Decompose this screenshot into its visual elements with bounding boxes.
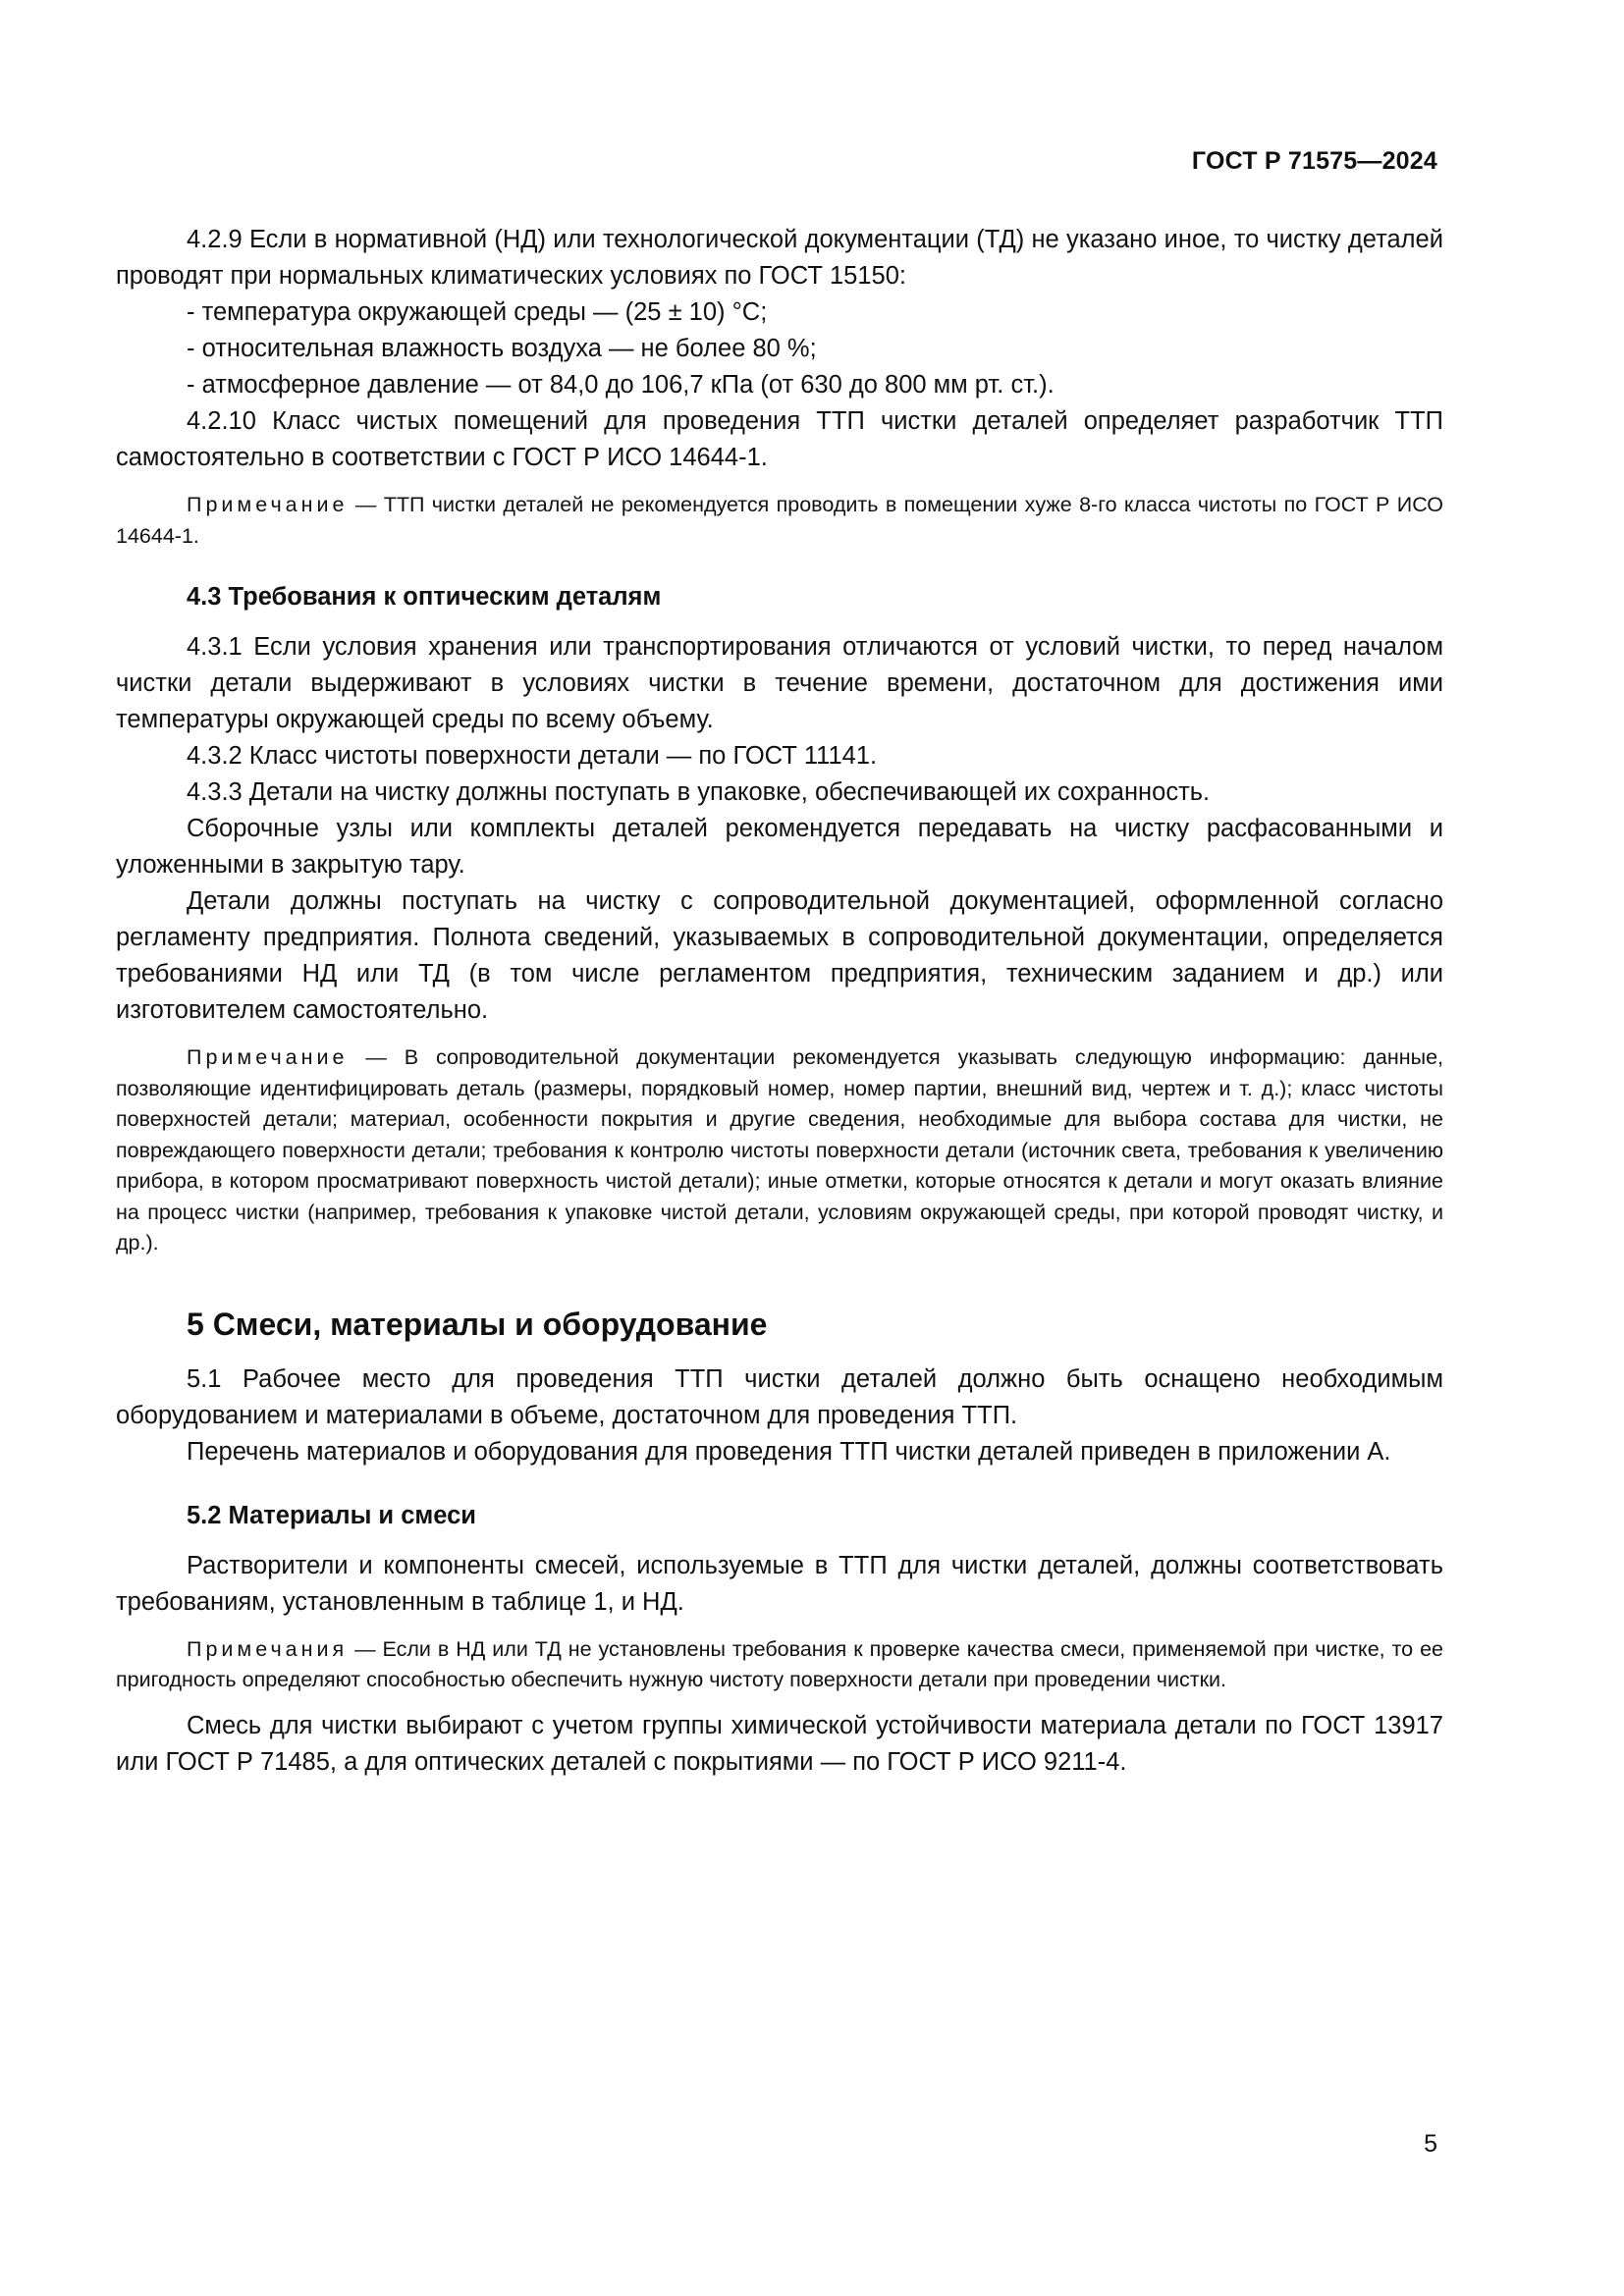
paragraph-5-2: Растворители и компоненты смесей, используемые в ТТП для чистки деталей, должны соответствовать требованиям, установленным в таблице 1, и НД. [116,1551,1443,1616]
note-text: — ТТП чистки деталей не рекомендуется проводить в помещении хуже 8-го класса чистоты по ГОСТ Р ИСО 14644-1. [116,493,1443,548]
paragraph-5-1-list: Перечень материалов и оборудования для проведения ТТП чистки деталей приведен в приложении А. [187,1437,1391,1466]
note-text: — Если в НД или ТД не установлены требования к проверке качества смеси, применяемой при чистке, то ее пригодность определяют способностью обеспечить нужную чистоту поверхности детали при проведении чистки. [116,1636,1443,1691]
note-label: Примечание [187,493,349,516]
note-documentation-info [116,1042,1443,1259]
heading-section-5: 5 Смеси, материалы и оборудование [187,1306,768,1342]
list-item-temperature: - температура окружающей среды — (25 ± 10) °С; [187,298,768,326]
page-number: 5 [1424,2130,1437,2158]
note-label: Примечание [187,1045,349,1069]
paragraph-4-2-10: 4.2.10 Класс чистых помещений для проведения ТТП чистки деталей определяет разработчик ТТП самостоятельно в соответствии с ГОСТ Р ИСО 14644-1. [116,407,1443,471]
paragraph-4-3-3-assemblies: Сборочные узлы или комплекты деталей рекомендуется передавать на чистку расфасованными и уложенными в закрытую тару. [116,815,1443,879]
document-body [116,222,1443,1781]
note-label: Примечания [187,1636,349,1661]
document-header: ГОСТ Р 71575—2024 [1191,147,1437,175]
note-cleanroom-class [116,490,1443,552]
paragraph-4-3-3-documentation: Детали должны поступать на чистку с сопроводительной документацией, оформленной согласно регламенту предприятия. Полнота сведений, указываемых в сопроводительной документации, определяется требованиями НД или ТД (в том числе регламентом предприятия, техническим заданием и др.) или изготовителем самостоятельно. [116,887,1443,1024]
paragraph-4-2-9: 4.2.9 Если в нормативной (НД) или технологической документации (ТД) не указано иное, то чистку деталей проводят при нормальных климатических условиях по ГОСТ 15150: [116,226,1443,290]
heading-5-2: 5.2 Материалы и смеси [187,1501,476,1529]
list-item-humidity: - относительная влажность воздуха — не более 80 %; [187,335,817,362]
paragraph-5-1: 5.1 Рабочее место для проведения ТТП чистки деталей должно быть оснащено необходимым оборудованием и материалами в объеме, достаточном для проведения ТТП. [116,1364,1443,1429]
note-mixture-quality [116,1634,1443,1696]
heading-4-3: 4.3 Требования к оптическим деталям [187,583,662,611]
list-item-pressure: - атмосферное давление — от 84,0 до 106,7 кПа (от 630 до 800 мм рт. ст.). [187,371,1055,399]
paragraph-4-3-2: 4.3.2 Класс чистоты поверхности детали — по ГОСТ 11141. [187,742,878,770]
paragraph-4-3-1: 4.3.1 Если условия хранения или транспортирования отличаются от условий чистки, то перед началом чистки детали выдерживают в условиях чистки в течение времени, достаточном для достижения ими температуры окружающей среды по всему объему. [116,633,1443,733]
paragraph-5-2-mixture-selection: Смесь для чистки выбирают с учетом группы химической устойчивости материала детали по ГОСТ 13917 или ГОСТ Р 71485, а для оптических деталей с покрытиями — по ГОСТ Р ИСО 9211-4. [116,1711,1443,1776]
note-text: — В сопроводительной документации рекомендуется указывать следующую информацию: данные, позволяющие идентифицировать деталь (размеры, порядковый номер, номер партии, внешний вид, чертеж и т. д.); класс чистоты поверхностей детали; материал, особенности покрытия и другие сведения, необходимые для выбора состава для чистки, не повреждающего поверхности детали; требования к контролю чистоты поверхности детали (источник света, требования к увеличению прибора, в котором просматривают поверхность чистой детали); иные отметки, которые относятся к детали и могут оказать влияние на процесс чистки (например, требования к упаковке чистой детали, условиям окружающей среды, при которой проводят чистку, и др.). [116,1045,1443,1255]
paragraph-4-3-3: 4.3.3 Детали на чистку должны поступать в упаковке, обеспечивающей их сохранность. [187,778,1211,806]
